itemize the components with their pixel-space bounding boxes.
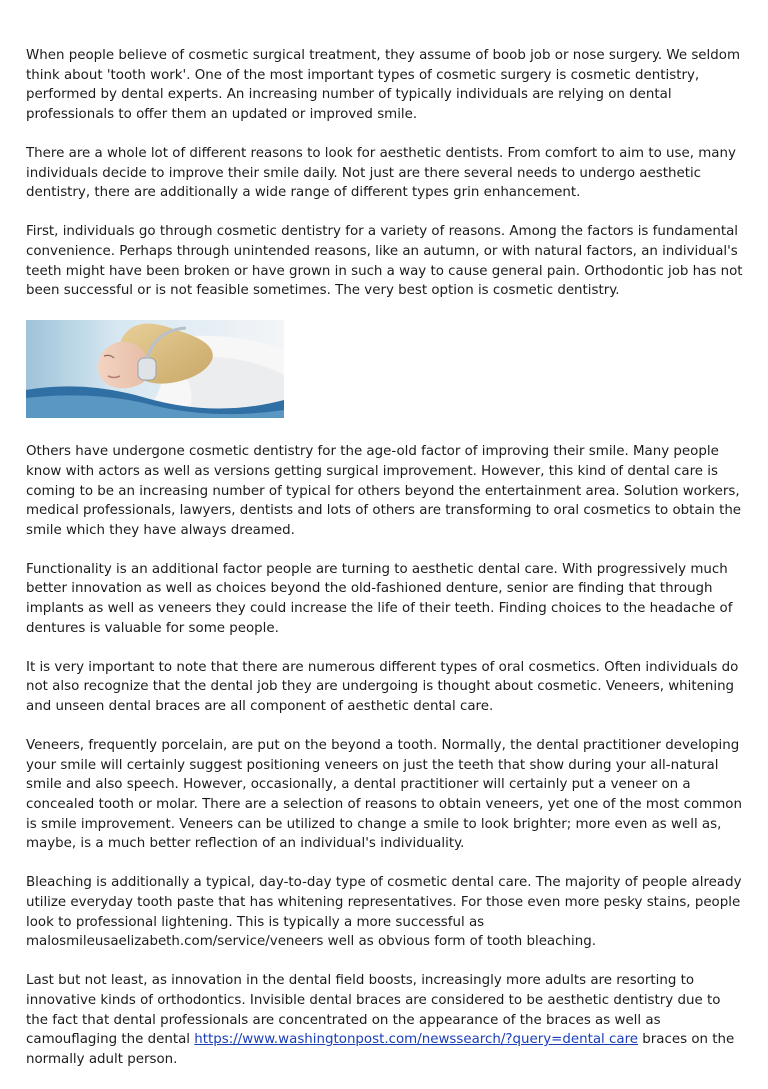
paragraph-6: It is very important to note that there are numerous different types of oral cosmetics. Often individuals do not also recognize that the dental job they are undergoing is thought about cosmetic. Veneers, whitening and unseen dental braces are all component of aesthetic dental care.	[26, 659, 739, 715]
article-body	[26, 46, 746, 1089]
woman-relaxing-headphones-image	[26, 320, 284, 418]
paragraph-7: Veneers, frequently porcelain, are put on the beyond a tooth. Normally, the dental practitioner developing your smile will certainly suggest positioning veneers on just the teeth that show during your all-natural smile and also speech. However, occasionally, a dental practitioner will certainly put a veneer on a concealed tooth or molar. There are a selection of reasons to obtain veneers, yet one of the most common is smile improvement. Veneers can be utilized to change a smile to look brighter; more even as well as, maybe, is a much better reflection of an individual's individuality.	[26, 738, 742, 852]
paragraph-9	[26, 971, 746, 1069]
washingtonpost-link[interactable]: https://www.washingtonpost.com/newssearch/?query=dental care	[194, 1032, 639, 1048]
paragraph-9-text: Last but not least, as innovation in the dental field boosts, increasingly more adults are resorting to innovative kinds of orthodontics. Invisible dental braces are considered to be aesthetic dentistry due to the fact that dental professionals are concentrated on the appearance of the braces as well as camouflaging the dental	[26, 973, 721, 1048]
paragraph-3: First, individuals go through cosmetic dentistry for a variety of reasons. Among the factors is fundamental convenience. Perhaps through unintended reasons, like an autumn, or with natural factors, an individual's teeth might have been broken or have grown in such a way to cause general pain. Orthodontic job has not been successful or is not feasible sometimes. The very best option is cosmetic dentistry.	[26, 224, 743, 299]
paragraph-2: There are a whole lot of different reasons to look for aesthetic dentists. From comfort to aim to use, many individuals decide to improve their smile daily. Not just are there several needs to undergo aesthetic dentistry, there are additionally a wide range of different types grin enhancement.	[26, 145, 736, 201]
paragraph-9-tail: braces on the normally adult person.	[26, 1032, 735, 1067]
paragraph-4: Others have undergone cosmetic dentistry for the age-old factor of improving their smile. Many people know with actors as well as versions getting surgical improvement. However, this kind of dental care is coming to be an increasing number of typical for others beyond the entertainment area. Solution workers, medical professionals, lawyers, dentists and lots of others are transforming to oral cosmetics to obtain the smile which they have always dreamed.	[26, 444, 742, 538]
paragraph-1: When people believe of cosmetic surgical treatment, they assume of boob job or nose surgery. We seldom think about 'tooth work'. One of the most important types of cosmetic surgery is cosmetic dentistry, performed by dental experts. An increasing number of typically individuals are relying on dental professionals to offer them an updated or improved smile.	[26, 48, 740, 122]
paragraph-8: Bleaching is additionally a typical, day-to-day type of cosmetic dental care. The majority of people already utilize everyday tooth paste that has whitening representatives. For those even more pesky stains, people look to professional lightening. This is typically a more successful as malosmileusaelizabeth.com/service/veneers well as obvious form of tooth bleaching.	[26, 875, 742, 950]
paragraph-5: Functionality is an additional factor people are turning to aesthetic dental care. With progressively much better innovation as well as choices beyond the old-fashioned denture, senior are finding that through implants as well as veneers they could increase the life of their teeth. Finding choices to the headache of dentures is valuable for some people.	[26, 561, 733, 636]
